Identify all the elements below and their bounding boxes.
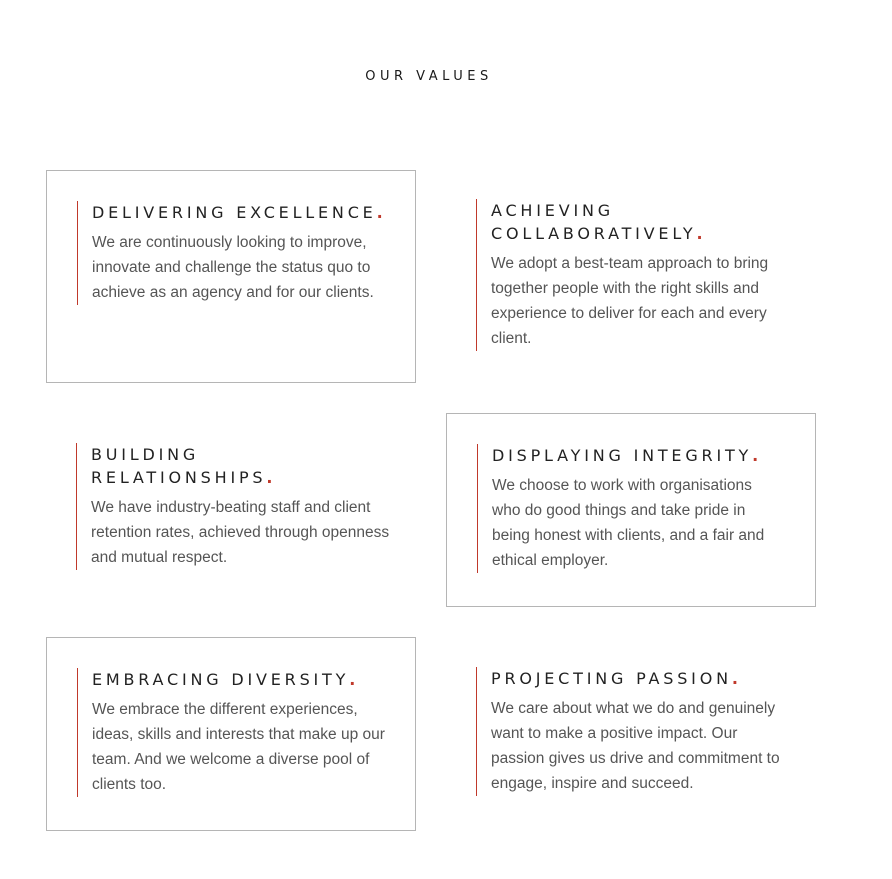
value-title: BUILDING RELATIONSHIPS. [91, 445, 277, 487]
value-card-content [76, 443, 391, 570]
value-description: We have industry-beating staff and client retention rates, achieved through openness and mutual respect. [91, 499, 390, 566]
accent-dot: . [266, 468, 277, 487]
accent-dot: . [731, 669, 742, 688]
value-card-embracing-diversity [46, 637, 416, 831]
accent-dot: . [349, 670, 360, 689]
value-title: DELIVERING EXCELLENCE. [92, 203, 387, 222]
value-card-achieving-collaboratively [446, 170, 816, 383]
accent-dot: . [376, 203, 387, 222]
value-title: PROJECTING PASSION. [491, 669, 742, 688]
value-title: DISPLAYING INTEGRITY. [492, 446, 763, 465]
value-card-content [477, 444, 782, 573]
value-title: ACHIEVING COLLABORATIVELY. [491, 201, 707, 243]
value-card-projecting-passion [446, 637, 816, 831]
value-description: We adopt a best-team approach to bring together people with the right skills and experience to deliver for each and every client. [491, 255, 769, 347]
value-card-building-relationships [46, 413, 416, 607]
value-description: We care about what we do and genuinely want to make a positive impact. Our passion gives us drive and commitment to engage, inspire and succeed. [491, 700, 780, 792]
value-card-content [476, 199, 781, 351]
section-title: OUR VALUES [365, 69, 493, 84]
value-description: We are continuously looking to improve, innovate and challenge the status quo to achieve as an agency and for our clients. [92, 234, 374, 301]
value-title: EMBRACING DIVERSITY. [92, 670, 360, 689]
value-description: We embrace the different experiences, ideas, skills and interests that make up our team. And we welcome a diverse pool of clients too. [92, 701, 385, 793]
value-description: We choose to work with organisations who do good things and take pride in being honest with clients, and a fair and ethical employer. [492, 477, 765, 569]
value-card-delivering-excellence [46, 170, 416, 383]
accent-dot: . [752, 446, 763, 465]
value-card-content [77, 668, 392, 797]
value-card-content [476, 667, 791, 796]
value-card-displaying-integrity [446, 413, 816, 607]
accent-dot: . [696, 224, 707, 243]
value-card-content [77, 201, 392, 305]
